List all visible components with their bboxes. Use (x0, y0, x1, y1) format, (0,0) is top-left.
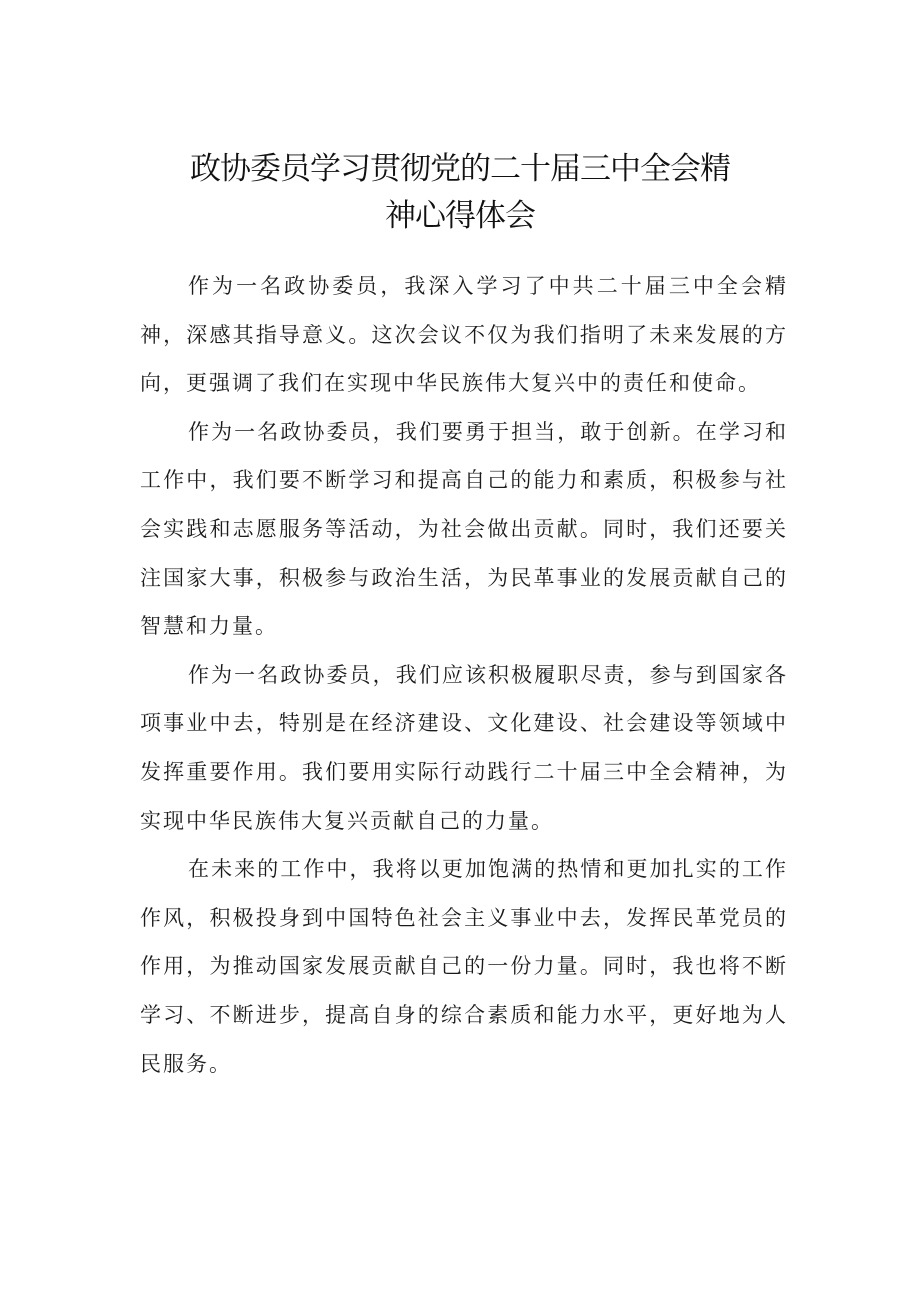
title-line-1: 政协委员学习贯彻党的二十届三中全会精 (190, 151, 730, 187)
paragraph-2: 作为一名政协委员，我们要勇于担当，敢于创新。在学习和工作中，我们要不断学习和提高自己的能力和素质，积极参与社会实践和志愿服务等活动，为社会做出贡献。同时，我们还要关注国家大事，积极参与政治生活，为民革事业的发展贡献自己的智慧和力量。 (140, 419, 788, 639)
document-title (120, 146, 800, 240)
paragraph-4: 在未来的工作中，我将以更加饱满的热情和更加扎实的工作作风，积极投身到中国特色社会主义事业中去，发挥民革党员的作用，为推动国家发展贡献自己的一份力量。同时，我也将不断学习、不断进步，提高自身的综合素质和能力水平，更好地为人民服务。 (140, 857, 788, 1076)
title-line-2: 神心得体会 (385, 198, 535, 234)
paragraph-1: 作为一名政协委员，我深入学习了中共二十届三中全会精神，深感其指导意义。这次会议不仅为我们指明了未来发展的方向，更强调了我们在实现中华民族伟大复兴中的责任和使命。 (140, 274, 788, 396)
document-body (140, 262, 788, 1088)
paragraph-3: 作为一名政协委员，我们应该积极履职尽责，参与到国家各项事业中去，特别是在经济建设、文化建设、社会建设等领域中发挥重要作用。我们要用实际行动践行二十届三中全会精神，为实现中华民族伟大复兴贡献自己的力量。 (140, 662, 788, 833)
